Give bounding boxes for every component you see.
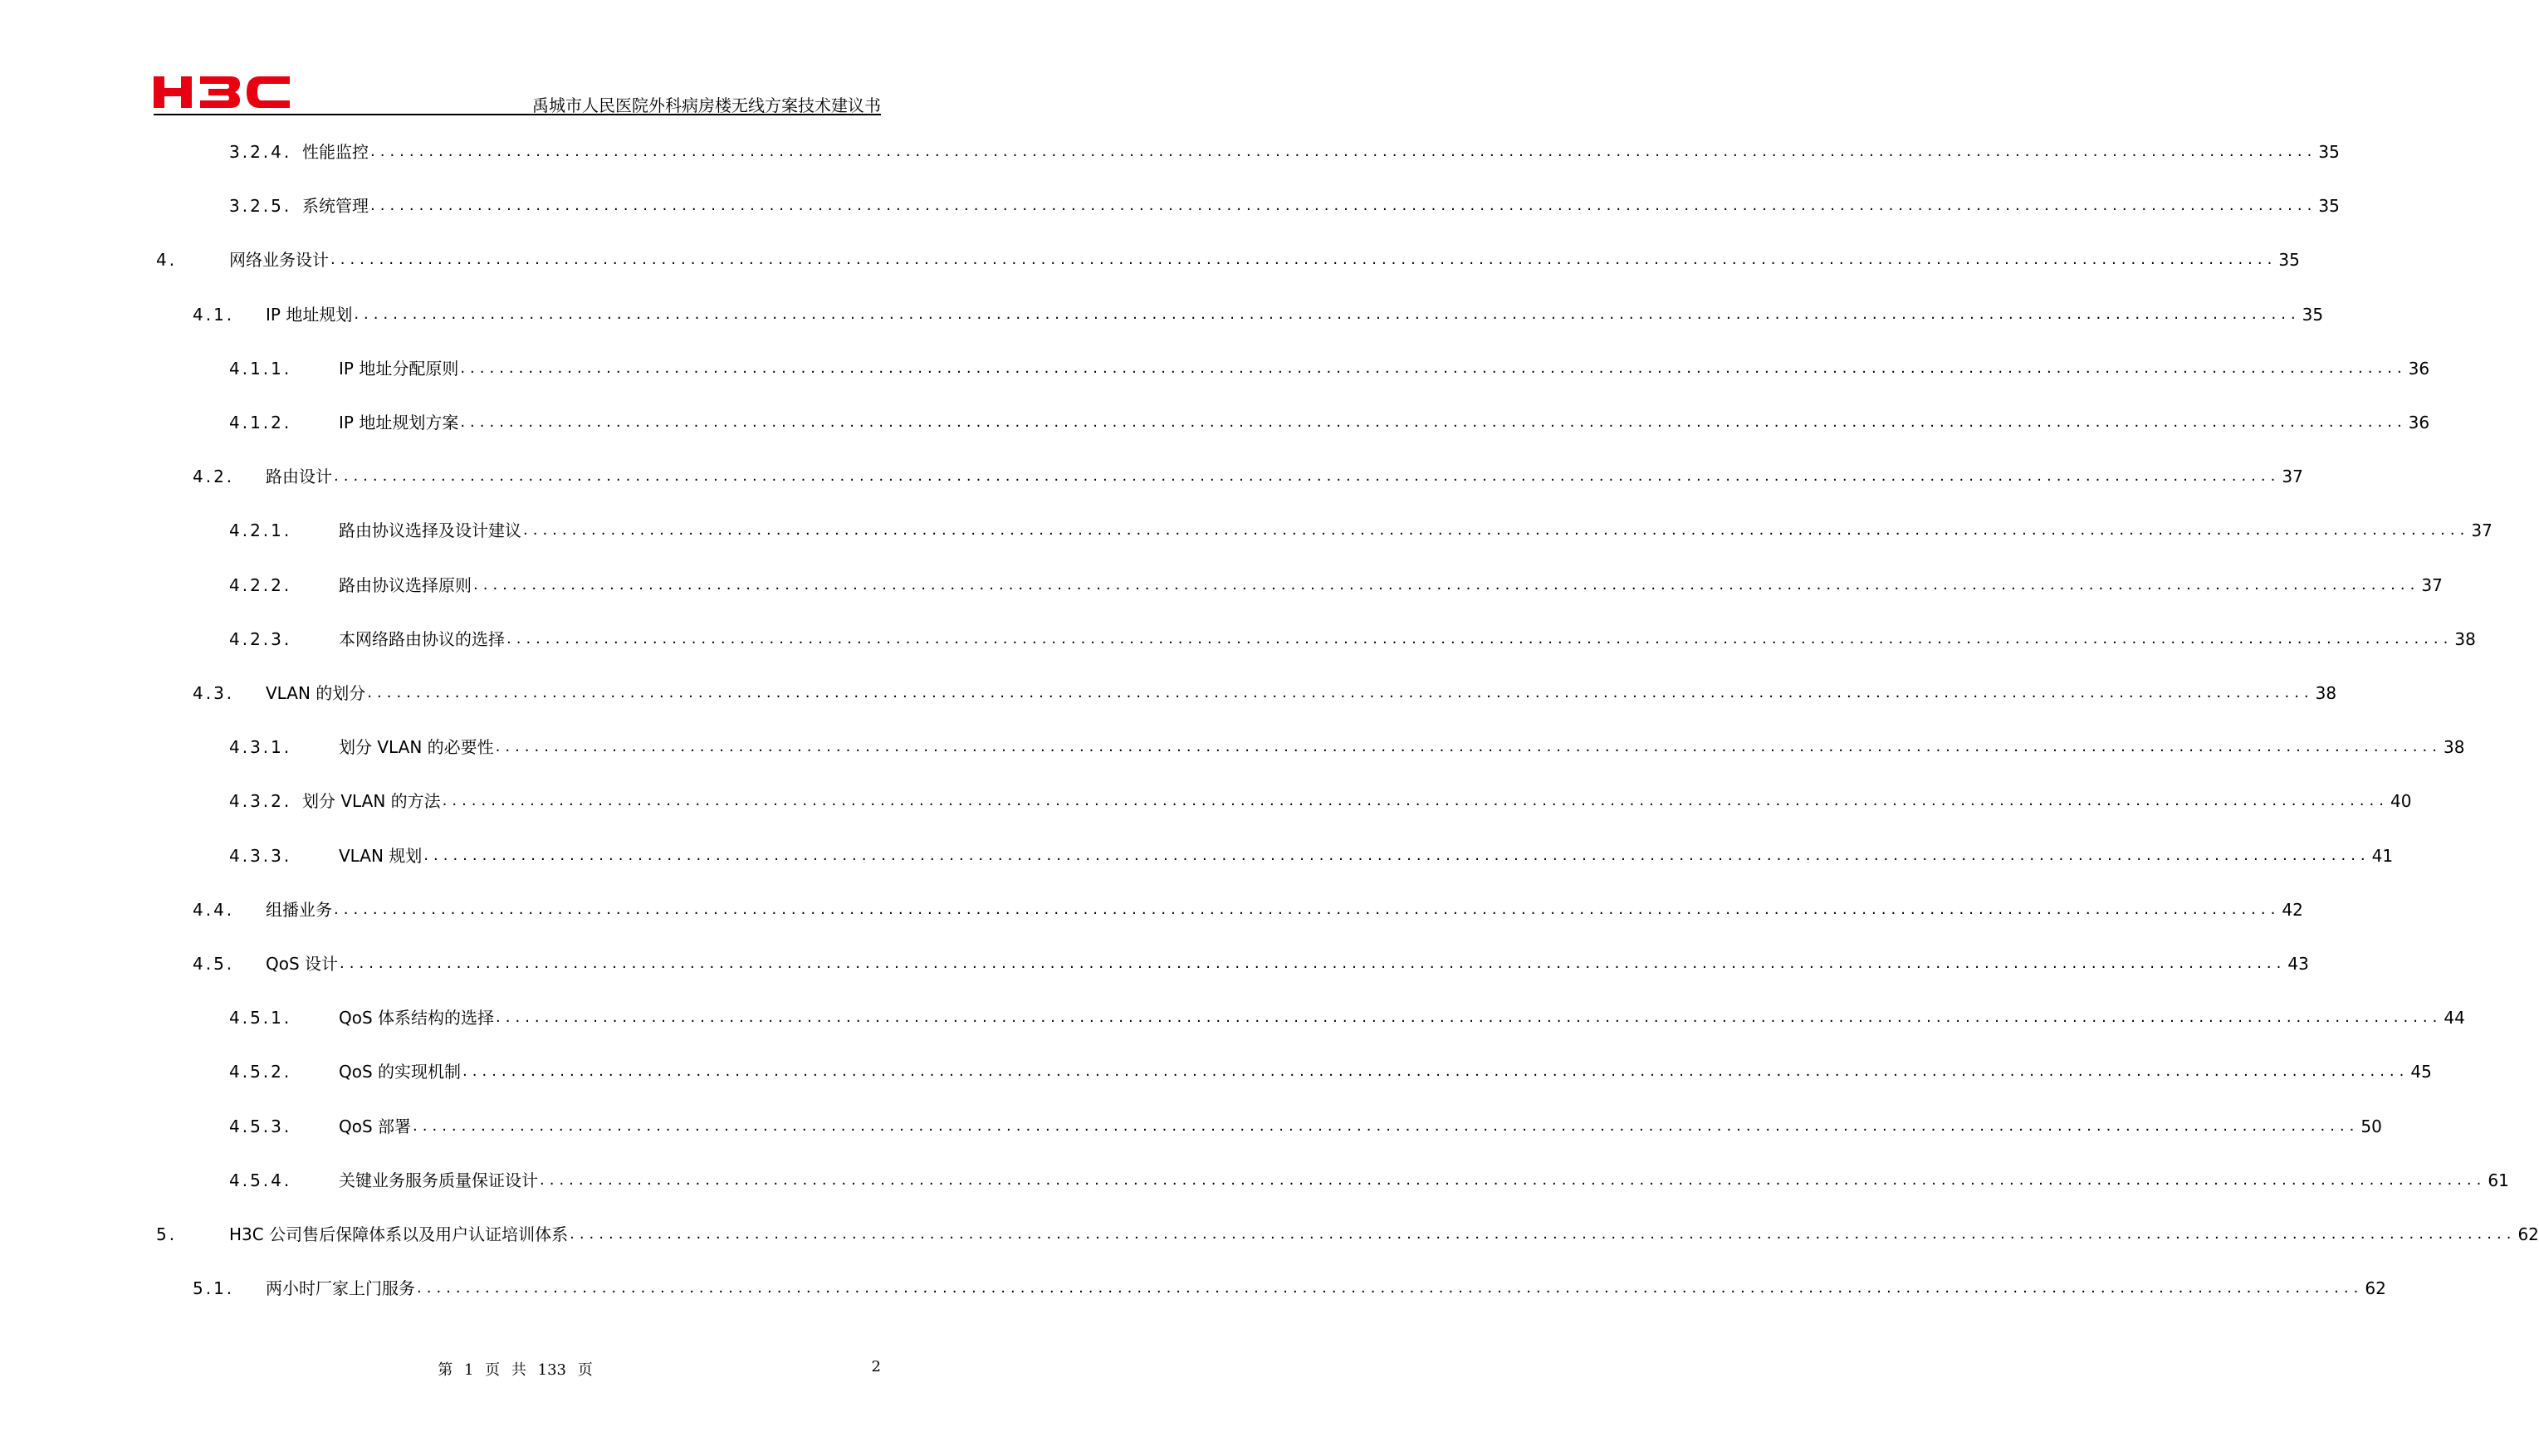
toc-entry-title: H3C 公司售后保障体系以及用户认证培训体系 — [229, 1224, 569, 1244]
toc-entry-title: IP 地址分配原则 — [339, 359, 459, 379]
toc-entry-title: 路由设计 — [266, 467, 332, 486]
toc-entry-number: 3.2.4. — [229, 142, 292, 162]
toc-entry-number: 4.2.1. — [229, 520, 292, 540]
toc-entry-title: 网络业务设计 — [229, 250, 329, 270]
toc-entry-page: 35 — [2302, 305, 2324, 325]
toc-entry-page: 44 — [2444, 1008, 2465, 1028]
toc-entry-number: 4.5.4. — [229, 1170, 292, 1190]
toc-entry-number: 4.5. — [193, 954, 235, 974]
toc-entry-page: 61 — [2488, 1170, 2509, 1190]
toc-entry-text — [339, 845, 2394, 867]
footer-page-number: 2 — [871, 1358, 881, 1375]
toc-entry-text — [302, 790, 2412, 812]
toc-entry[interactable] — [0, 249, 2300, 274]
toc-entry-text — [339, 736, 2465, 758]
toc-entry-text — [339, 520, 2493, 541]
toc-entry[interactable] — [0, 1061, 2432, 1086]
toc-entry-page: 50 — [2360, 1116, 2382, 1136]
toc-entry[interactable] — [0, 1278, 2386, 1302]
toc-dot-leader: ........................................................................................................................................................................................................ — [462, 1063, 2409, 1080]
toc-entry-title: 路由协议选择原则 — [339, 575, 472, 595]
toc-entry-text — [266, 899, 2303, 921]
toc-entry[interactable] — [0, 1224, 2539, 1248]
toc-entry-title: 路由协议选择及设计建议 — [339, 520, 521, 540]
toc-entry[interactable] — [0, 358, 2430, 383]
toc-entry[interactable] — [0, 899, 2303, 924]
toc-entry-text — [339, 1007, 2465, 1028]
toc-entry-text — [339, 1061, 2432, 1082]
toc-entry-page: 35 — [2278, 250, 2300, 270]
toc-dot-leader: ........................................................................................................................................................................................................ — [460, 359, 2407, 377]
toc-entry-page: 38 — [2443, 737, 2465, 757]
toc-entry-text — [339, 628, 2476, 650]
toc-entry-number: 4. — [156, 250, 178, 270]
toc-entry[interactable] — [0, 520, 2493, 545]
toc-dot-leader: ........................................................................................................................................................................................................ — [540, 1171, 2487, 1189]
toc-entry-number: 4.1.1. — [229, 359, 292, 379]
toc-dot-leader: ........................................................................................................................................................................................................ — [334, 901, 2281, 918]
toc-dot-leader: ........................................................................................................................................................................................................ — [370, 197, 2317, 214]
toc-entry-page: 40 — [2390, 791, 2412, 811]
toc-entry-text — [266, 1278, 2386, 1299]
toc-entry-number: 5.1. — [193, 1278, 235, 1298]
toc-dot-leader: ........................................................................................................................................................................................................ — [367, 684, 2314, 701]
toc-dot-leader: ........................................................................................................................................................................................................ — [413, 1117, 2360, 1135]
toc-entry-text — [302, 141, 2340, 163]
toc-entry-title: 性能监控 — [302, 142, 369, 162]
toc-entry[interactable] — [0, 1007, 2465, 1032]
toc-entry-page: 41 — [2371, 846, 2394, 866]
toc-entry-title: 本网络路由协议的选择 — [339, 629, 505, 649]
toc-dot-leader: ........................................................................................................................................................................................................ — [370, 143, 2317, 160]
toc-entry[interactable] — [0, 736, 2465, 761]
toc-entry-page: 43 — [2287, 954, 2309, 974]
toc-entry-text — [229, 1224, 2539, 1245]
toc-entry-page: 35 — [2318, 142, 2340, 162]
toc-dot-leader: ........................................................................................................................................................................................................ — [523, 521, 2470, 539]
toc-entry[interactable] — [0, 1170, 2509, 1195]
toc-dot-leader: ........................................................................................................................................................................................................ — [506, 630, 2453, 647]
toc-dot-leader: ........................................................................................................................................................................................................ — [496, 1009, 2443, 1026]
toc-entry[interactable] — [0, 790, 2412, 815]
toc-entry[interactable] — [0, 412, 2430, 437]
toc-entry-title: IP 地址规划方案 — [339, 413, 459, 432]
toc-entry-page: 37 — [2282, 467, 2303, 486]
toc-entry-number: 4.5.3. — [229, 1116, 292, 1136]
toc-entry-text — [229, 249, 2300, 271]
toc-entry-page: 35 — [2318, 196, 2340, 216]
toc-dot-leader: ........................................................................................................................................................................................................ — [340, 955, 2287, 972]
toc-entry-text — [266, 953, 2309, 975]
toc-dot-leader: ........................................................................................................................................................................................................ — [354, 305, 2301, 323]
toc-entry-number: 4.3.1. — [229, 737, 292, 757]
toc-entry-title: QoS 体系结构的选择 — [339, 1008, 495, 1028]
toc-entry-text — [302, 195, 2340, 217]
toc-entry-page: 36 — [2408, 359, 2430, 379]
toc-entry-title: VLAN 的划分 — [266, 683, 366, 703]
toc-entry-page: 37 — [2471, 520, 2493, 540]
toc-dot-leader: ........................................................................................................................................................................................................ — [460, 413, 2407, 431]
toc-entry[interactable] — [0, 466, 2303, 491]
toc-entry-page: 62 — [2365, 1278, 2386, 1298]
toc-entry-text — [339, 574, 2443, 596]
toc-entry-number: 4.3.2. — [229, 791, 292, 811]
toc-dot-leader: ........................................................................................................................................................................................................ — [417, 1279, 2364, 1297]
toc-entry-title: 关键业务服务质量保证设计 — [339, 1170, 538, 1190]
toc-entry[interactable] — [0, 682, 2337, 707]
footer-page-info: 第 1 页 共 133 页 — [438, 1361, 593, 1379]
toc-entry-page: 38 — [2454, 629, 2476, 649]
toc-entry[interactable] — [0, 845, 2394, 870]
toc-entry-title: QoS 的实现机制 — [339, 1062, 462, 1082]
toc-entry-page: 38 — [2315, 683, 2337, 703]
toc-entry[interactable] — [0, 574, 2443, 599]
toc-entry[interactable] — [0, 195, 2340, 220]
toc-entry-number: 4.5.1. — [229, 1008, 292, 1028]
toc-entry-number: 4.3. — [193, 683, 235, 703]
toc-entry[interactable] — [0, 953, 2309, 978]
toc-entry-page: 62 — [2517, 1224, 2539, 1244]
toc-entry-number: 4.2.2. — [229, 575, 292, 595]
toc-dot-leader: ........................................................................................................................................................................................................ — [473, 576, 2420, 594]
document-header-title: 禹城市人民医院外科病房楼无线方案技术建议书 — [532, 95, 881, 115]
toc-entry-number: 4.3.3. — [229, 846, 292, 866]
toc-dot-leader: ........................................................................................................................................................................................................ — [423, 847, 2370, 864]
toc-entry[interactable] — [0, 1116, 2382, 1141]
toc-entry-text — [266, 466, 2303, 487]
toc-entry-text — [339, 1116, 2382, 1137]
toc-entry-number: 4.1. — [193, 305, 235, 325]
toc-entry-text — [339, 358, 2430, 379]
toc-entry-text — [266, 304, 2324, 325]
toc-entry-title: 划分 VLAN 的方法 — [302, 791, 441, 811]
toc-dot-leader: ........................................................................................................................................................................................................ — [495, 738, 2442, 755]
toc-entry-title: 系统管理 — [302, 196, 369, 216]
toc-entry-number: 4.1.2. — [229, 413, 292, 432]
toc-entry-title: 组播业务 — [266, 900, 332, 920]
toc-entry[interactable] — [0, 304, 2324, 329]
toc-dot-leader: ........................................................................................................................................................................................................ — [334, 467, 2281, 485]
toc-entry[interactable] — [0, 141, 2340, 166]
toc-entry-page: 42 — [2282, 900, 2303, 920]
toc-entry-title: 两小时厂家上门服务 — [266, 1278, 415, 1298]
toc-entry-number: 3.2.5. — [229, 196, 292, 216]
toc-entry-number: 4.5.2. — [229, 1062, 292, 1082]
toc-entry-title: QoS 设计 — [266, 954, 339, 974]
toc-dot-leader: ........................................................................................................................................................................................................ — [330, 251, 2277, 268]
toc-entry-text — [266, 682, 2337, 704]
toc-entry-page: 45 — [2410, 1062, 2432, 1082]
toc-entry-title: IP 地址规划 — [266, 305, 353, 325]
toc-entry-number: 4.2.3. — [229, 629, 292, 649]
toc-entry-number: 4.2. — [193, 467, 235, 486]
toc-entry-page: 37 — [2421, 575, 2443, 595]
toc-entry-title: 划分 VLAN 的必要性 — [339, 737, 494, 757]
toc-entry[interactable] — [0, 628, 2476, 653]
toc-entry-title: QoS 部署 — [339, 1116, 412, 1136]
toc-dot-leader: ........................................................................................................................................................................................................ — [442, 792, 2389, 809]
toc-entry-text — [339, 412, 2430, 433]
toc-entry-number: 5. — [156, 1224, 178, 1244]
toc-entry-text — [339, 1170, 2509, 1191]
toc-entry-title: VLAN 规划 — [339, 846, 423, 866]
toc-entry-number: 4.4. — [193, 900, 235, 920]
toc-dot-leader: ........................................................................................................................................................................................................ — [570, 1225, 2517, 1243]
toc-entry-page: 36 — [2408, 413, 2430, 432]
